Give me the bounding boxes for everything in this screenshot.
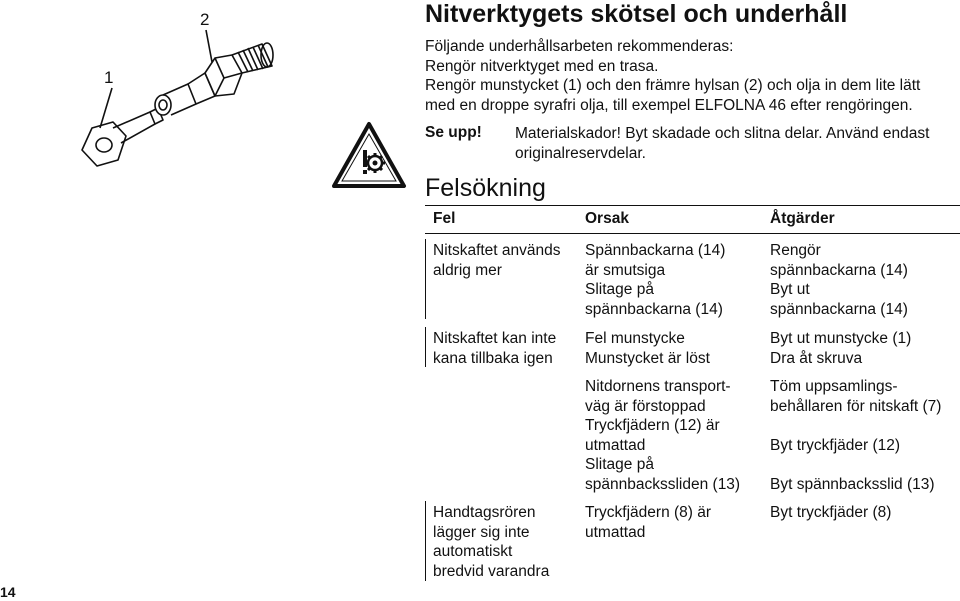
cell-line: spännbackarna (14) (585, 300, 723, 318)
action-cell (770, 241, 960, 319)
cell-line: Nitskaftet används (433, 242, 561, 259)
page-title: Nitverktygets skötsel och underhåll (425, 0, 848, 28)
cell-line: lägger sig inte (433, 523, 530, 541)
cell-line: utmattad (585, 436, 646, 454)
cell-line: Spännbackarna (14) (585, 242, 726, 259)
cell-line: Byt ut (770, 281, 810, 298)
cell-line: spännbackarna (14) (770, 261, 908, 279)
cell-line: aldrig mer (433, 261, 502, 279)
cell-gap (770, 416, 960, 436)
cell-line: Slitage på (585, 456, 654, 473)
action-cell (770, 377, 960, 494)
action-cell (770, 329, 960, 368)
table-header (425, 205, 960, 234)
cell-line: Munstycket är löst (585, 349, 710, 367)
cell-line: är smutsiga (585, 261, 666, 279)
section-title: Felsökning (425, 174, 546, 202)
troubleshooting-table (425, 205, 960, 585)
cell-line: Nitskaftet kan inte (433, 330, 557, 347)
cell-line: Slitage på (585, 281, 654, 298)
cell-line: spännbackarna (14) (770, 300, 908, 318)
fault-cell (425, 329, 573, 368)
warning-line: originalreservdelar. (515, 144, 646, 162)
fault-cell (425, 503, 573, 581)
cell-line: spännbackssliden (13) (585, 475, 741, 493)
intro-line: Följande underhållsarbeten rekommenderas: (425, 38, 734, 55)
cause-cell (585, 377, 760, 494)
fault-cell (425, 241, 573, 280)
cell-line: väg är förstoppad (585, 397, 706, 415)
cell-line: Dra åt skruva (770, 349, 863, 367)
cell-line: Töm uppsamlings- (770, 378, 898, 395)
cell-line: Byt tryckfjäder (12) (770, 436, 901, 454)
cell-line: Handtagsrören (433, 504, 536, 521)
warning-text (515, 124, 955, 163)
page-number: 14 (0, 584, 16, 600)
action-cell (770, 503, 960, 523)
warning-label: Se upp! (425, 124, 482, 141)
cell-line: kana tillbaka igen (433, 349, 553, 367)
column-header-fel: Fel (433, 210, 456, 227)
cause-cell (585, 329, 760, 368)
warning-line: Materialskador! Byt skadade och slitna delar. Använd endast (515, 125, 930, 142)
cell-line: Nitdornens transport- (585, 378, 731, 395)
cell-line: behållaren för nitskaft (7) (770, 397, 942, 415)
cell-line: Byt spännbacksslid (13) (770, 475, 935, 493)
cell-line: Byt tryckfjäder (8) (770, 504, 892, 521)
cell-line: Byt ut munstycke (1) (770, 330, 912, 347)
cause-cell (585, 241, 760, 319)
warning-triangle-gear-icon (330, 120, 408, 190)
intro-line: Rengör nitverktyget med en trasa. (425, 57, 659, 75)
cell-gap (770, 455, 960, 475)
cell-line: Tryckfjädern (12) är (585, 417, 720, 434)
cell-line: Rengör (770, 242, 821, 259)
intro-paragraph (425, 37, 955, 115)
cell-line: automatiskt (433, 543, 513, 560)
cause-cell (585, 503, 760, 542)
column-header-orsak: Orsak (585, 210, 629, 227)
cell-line: Fel munstycke (585, 330, 685, 347)
cell-line: bredvid varandra (433, 562, 550, 580)
intro-line: med en droppe syrafri olja, till exempel ELFOLNA 46 efter rengöringen. (425, 96, 913, 114)
cell-line: Tryckfjädern (8) är (585, 504, 712, 521)
callout-2: 2 (200, 10, 210, 29)
callout-1: 1 (104, 68, 114, 87)
cell-line: utmattad (585, 523, 646, 541)
column-header-atgarder: Åtgärder (770, 210, 835, 227)
intro-line: Rengör munstycket (1) och den främre hylsan (2) och olja in dem lite lätt (425, 77, 921, 94)
